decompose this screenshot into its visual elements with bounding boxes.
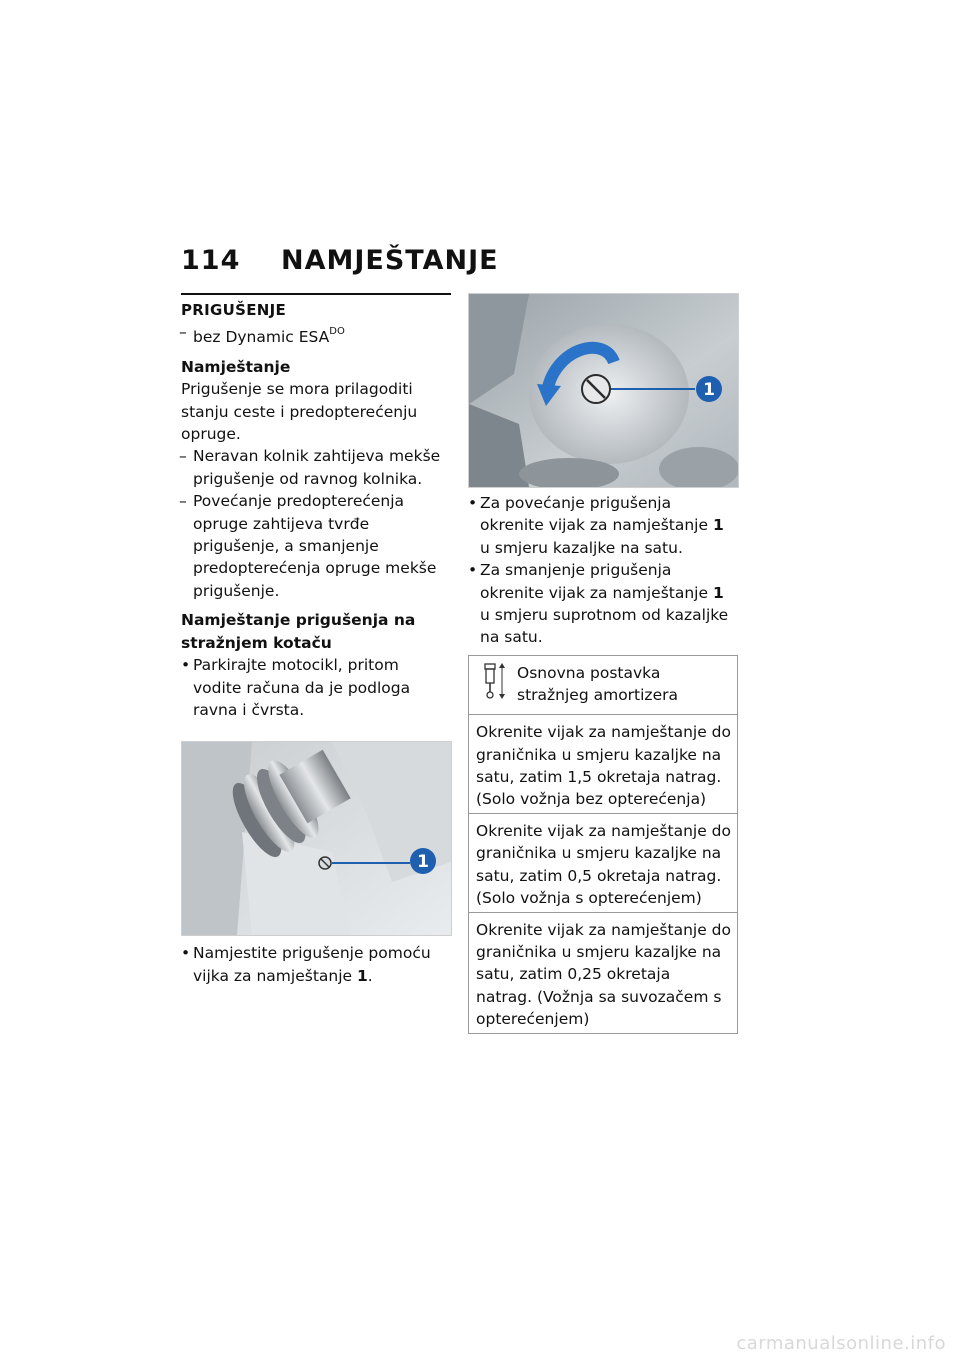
- watermark: carmanualsonline.info: [736, 1333, 946, 1354]
- bullet-text-end: u smjeru kazaljke na satu.: [480, 538, 683, 557]
- section-rule: [181, 293, 451, 295]
- bullet-adjust-end: .: [367, 966, 373, 985]
- right-column: [468, 293, 738, 1034]
- screw-ref: 1: [712, 516, 724, 535]
- variant-text: bez Dynamic ESA: [193, 328, 330, 347]
- damper-screw-photo: [468, 293, 739, 488]
- page-header: [181, 245, 499, 276]
- table-row: Okrenite vijak za namještanje do graničnika u smjeru kazaljke na satu, zatim 0,5 okretaja natrag. (Solo vožnja s opterećenjem): [469, 813, 737, 912]
- bullet-adjust-text: Namjestite prigušenje pomoću vijka za namještanje: [193, 944, 431, 985]
- page-title: NAMJEŠTANJE: [281, 245, 499, 276]
- table-header: [469, 656, 737, 714]
- bullet-park: • Parkirajte motocikl, pritom vodite računa da je podloga ravna i čvrsta.: [181, 654, 451, 721]
- bullet-increase: [468, 492, 738, 559]
- rear-shock-illustration: [182, 742, 451, 935]
- damper-screw-illustration: [469, 294, 738, 487]
- bullet-decrease: [468, 559, 738, 649]
- page-number: 114: [181, 245, 241, 276]
- dash-item: – Povećanje predopterećenja opruge zahtijeva tvrđe prigušenje, a smanjenje predopterećenja opruge mekše prigušenje.: [181, 490, 451, 602]
- settings-table: [468, 655, 738, 1034]
- variant-note: [181, 321, 451, 348]
- bullet-text: Za povećanje prigušenja okrenite vijak za namještanje: [480, 494, 709, 535]
- callout-number: 1: [417, 852, 429, 873]
- rear-shock-photo: [181, 741, 452, 936]
- callout-number: 1: [703, 380, 715, 400]
- variant-sup: DO: [329, 326, 345, 338]
- screw-ref: 1: [357, 966, 368, 985]
- adjust-title: Namještanje: [181, 357, 291, 376]
- table-row: Okrenite vijak za namještanje do graničnika u smjeru kazaljke na satu, zatim 1,5 okretaja natrag. (Solo vožnja bez opterećenja): [469, 714, 737, 813]
- table-header-text: Osnovna postavka stražnjeg amortizera: [517, 663, 678, 705]
- shock-absorber-icon: [477, 662, 517, 708]
- intro-text: Prigušenje se mora prilagoditi stanju ceste i predopterećenju opruge.: [181, 380, 418, 444]
- screw-ref: 1: [712, 583, 724, 602]
- bullet-text-end: u smjeru suprotnom od kazaljke na satu.: [480, 606, 729, 647]
- bullet-text: Za smanjenje prigušenja okrenite vijak za namještanje: [480, 561, 709, 602]
- left-column: [181, 293, 451, 987]
- table-row: Okrenite vijak za namještanje do graničnika u smjeru kazaljke na satu, zatim 0,25 okretaja natrag. (Vožnja sa suvozačem s opterećenjem): [469, 912, 737, 1033]
- section-title: PRIGUŠENJE: [181, 301, 287, 319]
- bullet-adjust: [181, 942, 451, 987]
- rear-title: Namještanje prigušenja na stražnjem kotaču: [181, 611, 416, 652]
- dash-item: – Neravan kolnik zahtijeva mekše prigušenje od ravnog kolnika.: [181, 445, 451, 490]
